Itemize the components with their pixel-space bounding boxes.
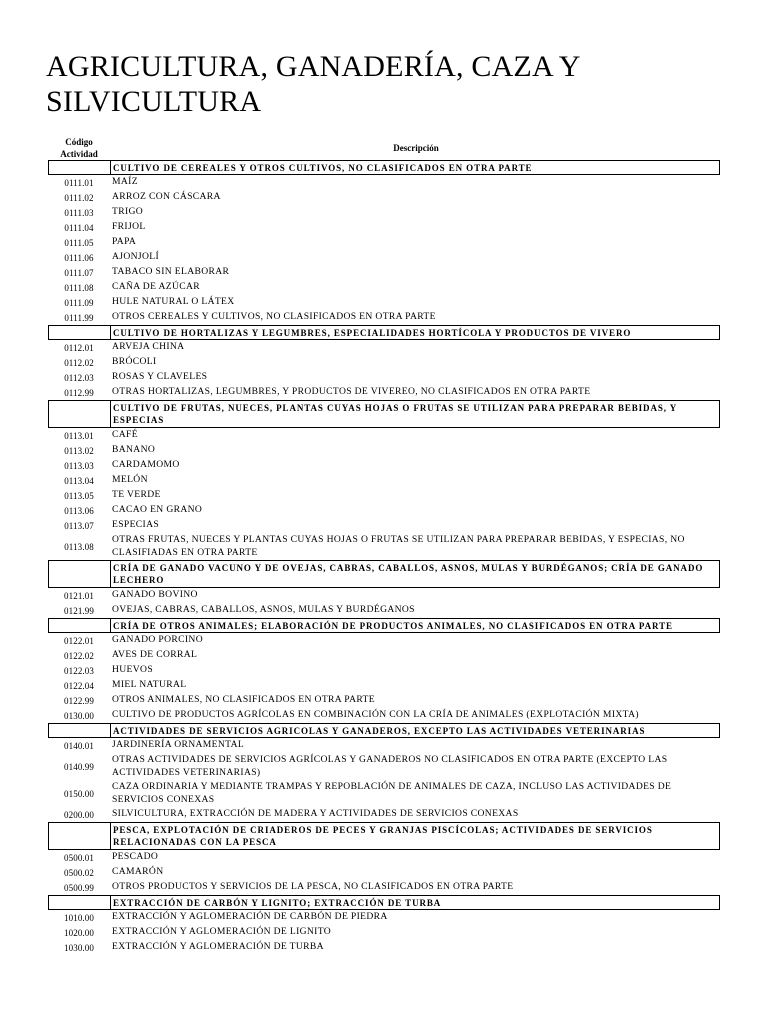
table-row [48,780,720,807]
section-title: CULTIVO DE CEREALES Y OTROS CULTIVOS, NO CLASIFICADOS EN OTRA PARTE [110,160,720,175]
activity-description: OTRAS HORTALIZAS, LEGUMBRES, Y PRODUCTOS DE VIVEREO, NO CLASIFICADOS EN OTRA PARTE [112,386,591,398]
activity-code: 0500.99 [64,882,94,893]
activity-code: 0111.05 [64,237,94,248]
activity-description: HULE NATURAL O LÁTEX [112,296,235,308]
activity-code: 0113.06 [64,505,94,516]
table-row [48,190,720,205]
activity-description: OTROS CEREALES Y CULTIVOS, NO CLASIFICADOS EN OTRA PARTE [112,311,436,323]
section-row [48,160,720,175]
section-title: CULTIVO DE HORTALIZAS Y LEGUMBRES, ESPECIALIDADES HORTÍCOLA Y PRODUCTOS DE VIVERO [110,325,720,340]
activity-description: FRIJOL [112,221,146,233]
section-title: CULTIVO DE FRUTAS, NUECES, PLANTAS CUYAS HOJAS O FRUTAS SE UTILIZAN PARA PREPARAR BEBIDAS, Y ESPECIAS [110,400,720,428]
activity-code: 0500.01 [64,852,94,863]
activity-description: ROSAS Y CLAVELES [112,371,208,383]
table-row [48,355,720,370]
activity-code: 0112.03 [64,372,94,383]
activity-description: GANADO BOVINO [112,589,198,601]
table-row [48,533,720,560]
activity-description: MELÓN [112,474,148,486]
activity-code: 0140.01 [64,740,94,751]
table-row [48,220,720,235]
activity-code: 1020.00 [64,927,94,938]
section-title: ACTIVIDADES DE SERVICIOS AGRICOLAS Y GANADEROS, EXCEPTO LAS ACTIVIDADES VETERINARIAS [110,723,720,738]
activity-code [48,618,110,633]
table-row [48,280,720,295]
activity-description: TRIGO [112,206,144,218]
activity-code: 0113.08 [64,541,94,552]
table-row [48,205,720,220]
code-column-header: Código Actividad [60,137,98,159]
section-row [48,560,720,588]
table-row [48,678,720,693]
activity-code [48,895,110,910]
activity-code: 0113.02 [64,445,94,456]
table-row [48,175,720,190]
activity-code: 1010.00 [64,912,94,923]
activity-description: CULTIVO DE PRODUCTOS AGRÍCOLAS EN COMBINACIÓN CON LA CRÍA DE ANIMALES (EXPLOTACIÓN MIXTA) [112,709,639,721]
section-row [48,618,720,633]
section-title: CRÍA DE OTROS ANIMALES; ELABORACIÓN DE PRODUCTOS ANIMALES, NO CLASIFICADOS EN OTRA PARTE [110,618,720,633]
table-row [48,310,720,325]
table-row [48,235,720,250]
section-row [48,723,720,738]
activity-description: ARVEJA CHINA [112,341,185,353]
activity-code: 0121.99 [64,605,94,616]
activity-code: 0111.04 [64,222,94,233]
activity-description: OTRAS FRUTAS, NUECES Y PLANTAS CUYAS HOJAS O FRUTAS SE UTILIZAN PARA PREPARAR BEBIDAS, Y ESPECIAS, NO CLASIFIADAS EN OTRA PARTE [112,534,685,558]
activity-code [48,822,110,850]
section-title: EXTRACCIÓN DE CARBÓN Y LIGNITO; EXTRACCIÓN DE TURBA [110,895,720,910]
activity-code: 0140.99 [64,761,94,772]
section-title: PESCA, EXPLOTACIÓN DE CRIADEROS DE PECES Y GRANJAS PISCÍCOLAS; ACTIVIDADES DE SERVICIOS RELACIONADAS CON LA PESCA [110,822,720,850]
activity-code: 0111.06 [64,252,94,263]
activity-code: 0122.01 [64,635,94,646]
activity-code: 0130.00 [64,710,94,721]
activity-code: 0111.99 [64,312,94,323]
activity-code: 1030.00 [64,942,94,953]
table-row [48,910,720,925]
activity-description: HUEVOS [112,664,154,676]
table-row [48,340,720,355]
table-row [48,925,720,940]
section-row [48,400,720,428]
table-row [48,488,720,503]
activity-description: MIEL NATURAL [112,679,187,691]
activity-code: 0113.01 [64,430,94,441]
section-row [48,325,720,340]
activity-description: PESCADO [112,851,159,863]
section-title: CRÍA DE GANADO VACUNO Y DE OVEJAS, CABRAS, CABALLOS, ASNOS, MULAS Y BURDÉGANOS; CRÍA DE GANADO LECHERO [110,560,720,588]
activity-code: 0122.04 [64,680,94,691]
activity-code: 0113.04 [64,475,94,486]
table-row [48,708,720,723]
activity-description: MAÍZ [112,176,138,188]
activity-description: BRÓCOLI [112,356,157,368]
table-row [48,753,720,780]
description-column-header: Descripción [393,143,439,153]
activity-code: 0113.03 [64,460,94,471]
table-row [48,663,720,678]
table-row [48,588,720,603]
activity-description: AVES DE CORRAL [112,649,198,661]
activity-description: TABACO SIN ELABORAR [112,266,230,278]
activity-description: OTRAS ACTIVIDADES DE SERVICIOS AGRÍCOLAS Y GANADEROS NO CLASIFICADOS EN OTRA PARTE (EXCEPTO LAS ACTIVIDADES VETERINARIAS) [112,754,668,778]
activity-description: GANADO PORCINO [112,634,203,646]
activity-code: 0112.99 [64,387,94,398]
table-row [48,850,720,865]
activity-code [48,400,110,428]
activity-code: 0200.00 [64,809,94,820]
page-title: AGRICULTURA, GANADERÍA, CAZA Y SILVICULTURA [46,50,580,118]
activity-description: PAPA [112,236,137,248]
table-row [48,693,720,708]
activity-description: BANANO [112,444,156,456]
table-row [48,458,720,473]
activity-description: SILVICULTURA, EXTRACCIÓN DE MADERA Y ACTIVIDADES DE SERVICIOS CONEXAS [112,808,519,820]
table-row [48,648,720,663]
activity-code: 0111.01 [64,177,94,188]
activity-description: CAÑA DE AZÚCAR [112,281,201,293]
table-row [48,473,720,488]
table-row [48,370,720,385]
activity-code: 0112.01 [64,342,94,353]
table-row [48,443,720,458]
section-row [48,822,720,850]
activity-description: EXTRACCIÓN Y AGLOMERACIÓN DE CARBÓN DE PIEDRA [112,911,388,923]
activity-code: 0111.09 [64,297,94,308]
activity-code [48,723,110,738]
activity-code: 0150.00 [64,788,94,799]
activity-description: JARDINERÍA ORNAMENTAL [112,739,245,751]
table-row [48,503,720,518]
activity-code: 0111.03 [64,207,94,218]
activity-code: 0122.99 [64,695,94,706]
activity-description: OTROS ANIMALES, NO CLASIFICADOS EN OTRA PARTE [112,694,375,706]
table-row [48,295,720,310]
activity-description: EXTRACCIÓN Y AGLOMERACIÓN DE TURBA [112,941,324,953]
activity-code: 0113.07 [64,520,94,531]
activity-description: ARROZ CON CÁSCARA [112,191,221,203]
activity-description: CAFÉ [112,429,138,441]
activity-description: OTROS PRODUCTOS Y SERVICIOS DE LA PESCA, NO CLASIFICADOS EN OTRA PARTE [112,881,514,893]
table-row [48,385,720,400]
table-row [48,265,720,280]
activity-description: OVEJAS, CABRAS, CABALLOS, ASNOS, MULAS Y BURDÉGANOS [112,604,415,616]
table-row [48,738,720,753]
table-row [48,250,720,265]
activity-description: CARDAMOMO [112,459,180,471]
activity-code: 0111.07 [64,267,94,278]
activity-code: 0500.02 [64,867,94,878]
activity-description: CAZA ORDINARIA Y MEDIANTE TRAMPAS Y REPOBLACIÓN DE ANIMALES DE CAZA, INCLUSO LAS ACTIVIDADES DE SERVICIOS CONEXAS [112,781,672,805]
table-row [48,633,720,648]
section-row [48,895,720,910]
table-row [48,940,720,955]
activity-description: ESPECIAS [112,519,160,531]
activity-code: 0122.03 [64,665,94,676]
activity-description: CAMARÓN [112,866,164,878]
table-row [48,807,720,822]
activity-description: TE VERDE [112,489,161,501]
activity-table [48,160,720,955]
activity-code [48,325,110,340]
activity-code: 0111.08 [64,282,94,293]
activity-code: 0111.02 [64,192,94,203]
activity-code [48,560,110,588]
table-row [48,865,720,880]
activity-code: 0122.02 [64,650,94,661]
activity-description: EXTRACCIÓN Y AGLOMERACIÓN DE LIGNITO [112,926,332,938]
activity-code: 0121.01 [64,590,94,601]
table-row [48,518,720,533]
activity-code [48,160,110,175]
table-row [48,603,720,618]
activity-description: AJONJOLÍ [112,251,160,263]
activity-description: CACAO EN GRANO [112,504,203,516]
table-row [48,428,720,443]
table-row [48,880,720,895]
activity-code: 0112.02 [64,357,94,368]
activity-code: 0113.05 [64,490,94,501]
